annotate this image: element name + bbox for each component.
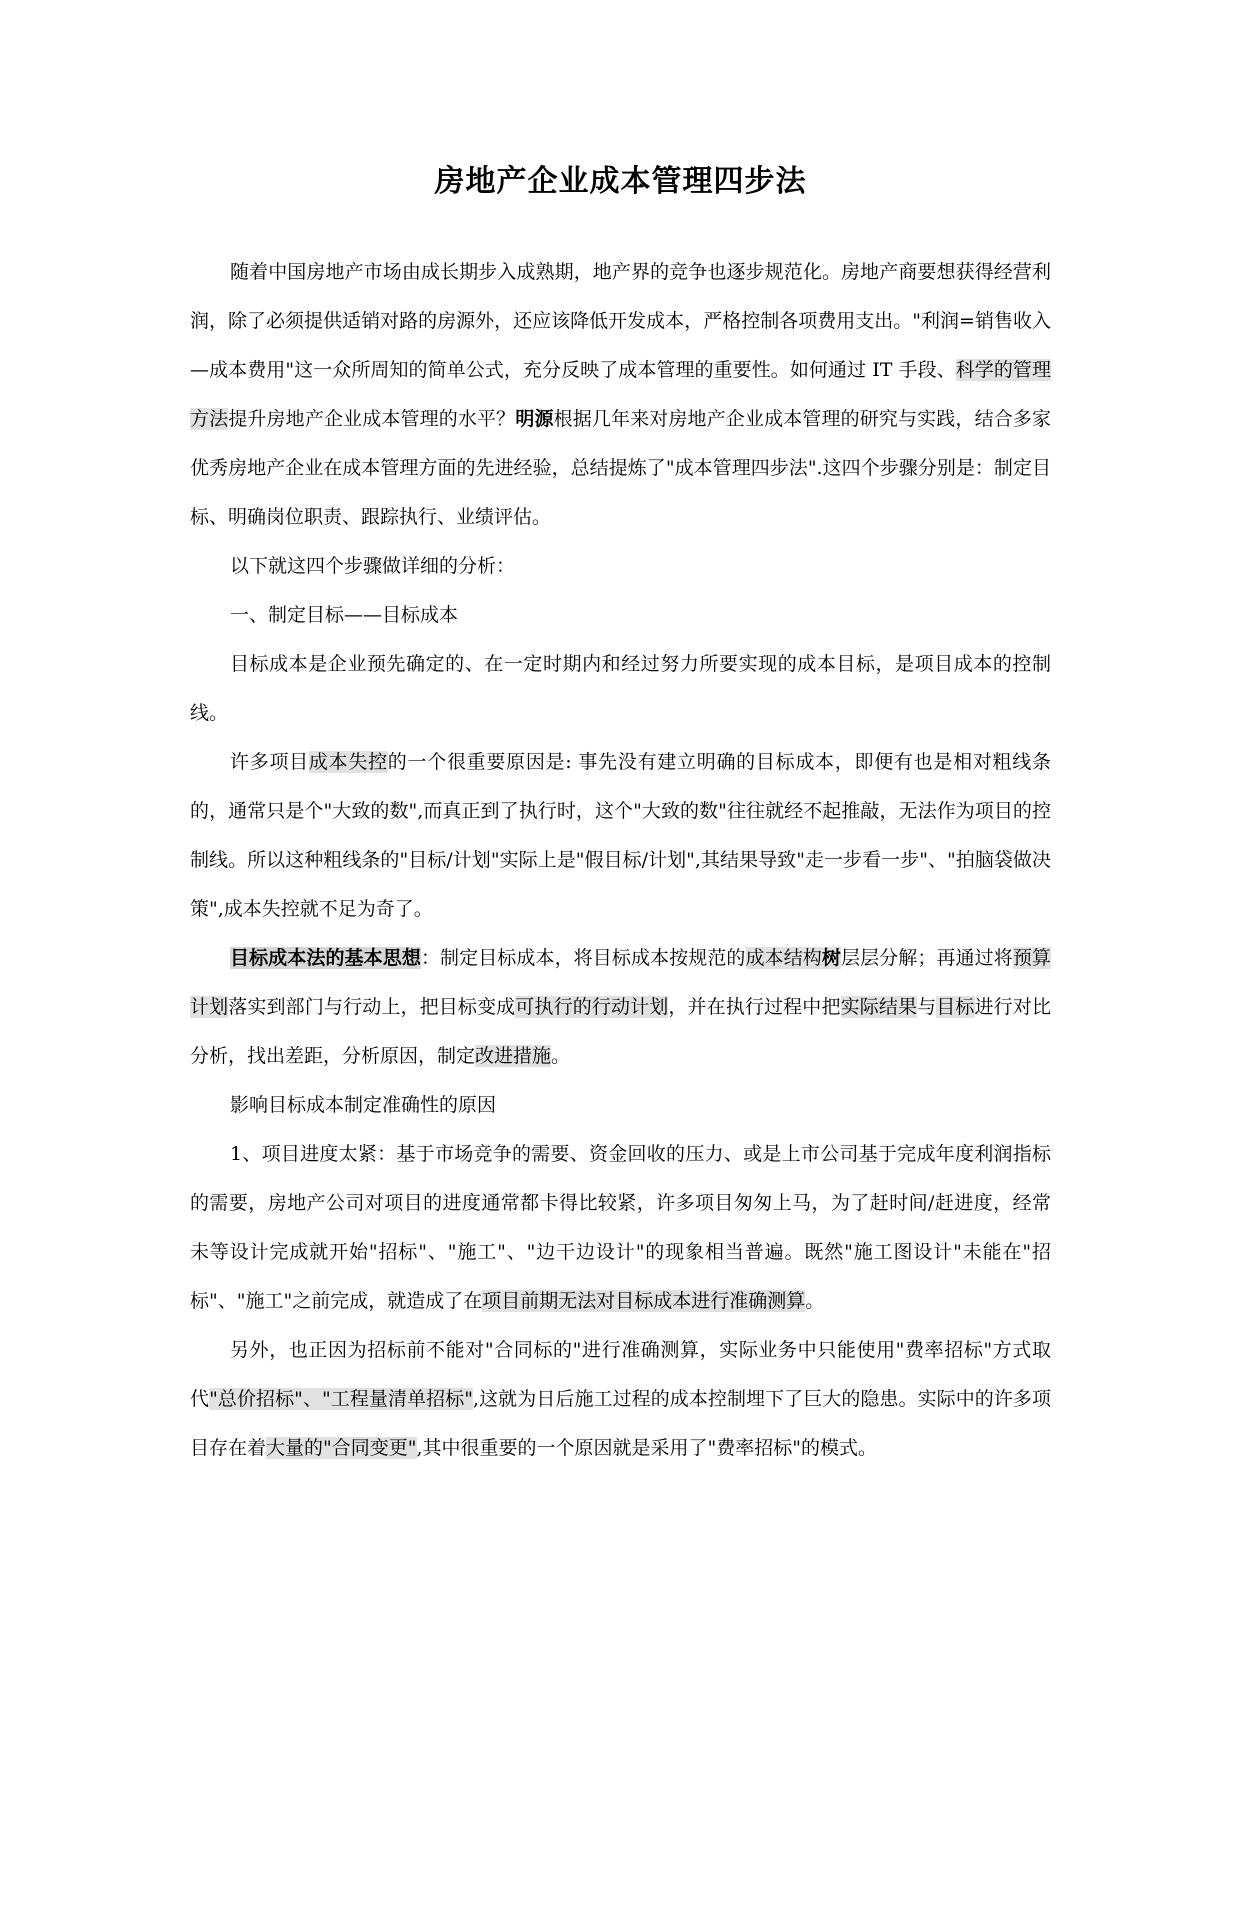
paragraph-cost-out-of-control <box>190 738 1051 934</box>
text-run: ，并在执行过程中把 <box>668 996 841 1018</box>
brand-name: 明源 <box>515 408 554 430</box>
highlight-actual-result: 实际结果 <box>840 996 918 1018</box>
paragraph-intro <box>190 248 1051 542</box>
highlight-cost-structure: 成本结构 <box>745 947 822 969</box>
paragraph-rate-bidding <box>190 1326 1051 1473</box>
highlight-early-estimation: 项目前期无法对目标成本进行准确测算 <box>482 1290 806 1312</box>
text-run: ：制定目标成本，将目标成本按规范的 <box>420 947 746 969</box>
highlight-budget-plan: 预算计划 <box>190 947 1051 1018</box>
text-run: 。 <box>551 1045 571 1067</box>
document-body <box>190 248 1051 1473</box>
paragraph-analysis-intro: 以下就这四个步骤做详细的分析： <box>230 555 516 577</box>
section-heading-target-cost: 一、制定目标——目标成本 <box>230 604 459 626</box>
paragraph-schedule-tight <box>190 1130 1051 1326</box>
text-run: 许多项目 <box>230 751 309 773</box>
text-run: 的一个很重要原因是: 事先没有建立明确的目标成本，即便有也是相对粗线条的，通常只是个"大致的数",而真正到了执行时，这个"大致的数"往往就经不起推敲，无法作为项目的控制线。所以这种粗线条的"目标/计划"实际上是"假目标/计划",其结果导致"走一步看一步"、"拍脑袋做决策",成本失控就不足为奇了。 <box>190 751 1051 920</box>
paragraph-target-cost-definition: 目标成本是企业预先确定的、在一定时期内和经过努力所要实现的成本目标，是项目成本的控制线。 <box>190 653 1051 724</box>
paragraph-basic-idea <box>190 934 1051 1081</box>
highlight-improvement: 改进措施 <box>475 1045 552 1067</box>
bold-heading-basic-idea: 目标成本法的基本思想 <box>230 947 421 969</box>
text-run: 1、项目进度太紧：基于市场竞争的需要、资金回收的压力、或是上市公司基于完成年度利润指标的需要，房地产公司对项目的进度通常都卡得比较紧，许多项目匆匆上马，为了赶时间/赶进度，经常未等设计完成就开始"招标"、"施工"、"边干边设计"的现象相当普遍。既然"施工图设计"未能在"招标"、"施工"之前完成，就造成了在 <box>190 1143 1051 1312</box>
highlight-target: 目标 <box>936 996 975 1018</box>
text-run: 落实到部门与行动上，把目标变成 <box>228 996 516 1018</box>
text-run: 与 <box>917 996 937 1018</box>
highlight-contract-changes: 大量的"合同变更" <box>266 1437 417 1459</box>
highlight-cost-out-of-control: 成本失控 <box>308 751 388 773</box>
text-run: 层层分解；再通过将 <box>841 947 1013 969</box>
document-title: 房地产企业成本管理四步法 <box>434 164 807 199</box>
text-run: 提升房地产企业成本管理的水平？ <box>228 408 516 430</box>
text-run: 另外，也正因为招标前不能对"合同标的"进行准确测算，实际业务中只能使用"费率招标"方式取代 <box>190 1339 1051 1410</box>
highlight-tree: 树 <box>821 947 841 969</box>
text-run: 随着中国房地产市场由成长期步入成熟期，地产界的竞争也逐步规范化。房地产商要想获得经营利润，除了必须提供适销对路的房源外，还应该降低开发成本，严格控制各项费用支出。"利润=销售收入—成本费用"这一众所周知的简单公式，充分反映了成本管理的重要性。如何通过 IT 手段、 <box>190 261 1051 381</box>
text-run: 进行对比分析，找出差距，分析原因，制定 <box>190 996 1051 1067</box>
section-heading-accuracy-factors: 影响目标成本制定准确性的原因 <box>230 1094 497 1116</box>
document-page <box>0 160 1241 1914</box>
highlight-bidding-types: "总价招标"、"工程量清单招标" <box>209 1388 474 1410</box>
highlight-action-plan: 可执行的行动计划 <box>515 996 669 1018</box>
highlight-management-method: 科学的管理方法 <box>190 359 1051 430</box>
text-run: ,其中很重要的一个原因就是采用了"费率招标"的模式。 <box>416 1437 878 1459</box>
text-run: 根据几年来对房地产企业成本管理的研究与实践，结合多家优秀房地产企业在成本管理方面的先进经验，总结提炼了"成本管理四步法".这四个步骤分别是：制定目标、明确岗位职责、跟踪执行、业绩评估。 <box>190 408 1051 528</box>
text-run: ,这就为日后施工过程的成本控制埋下了巨大的隐患。实际中的许多项目存在着 <box>190 1388 1051 1459</box>
text-run: 。 <box>805 1290 825 1312</box>
